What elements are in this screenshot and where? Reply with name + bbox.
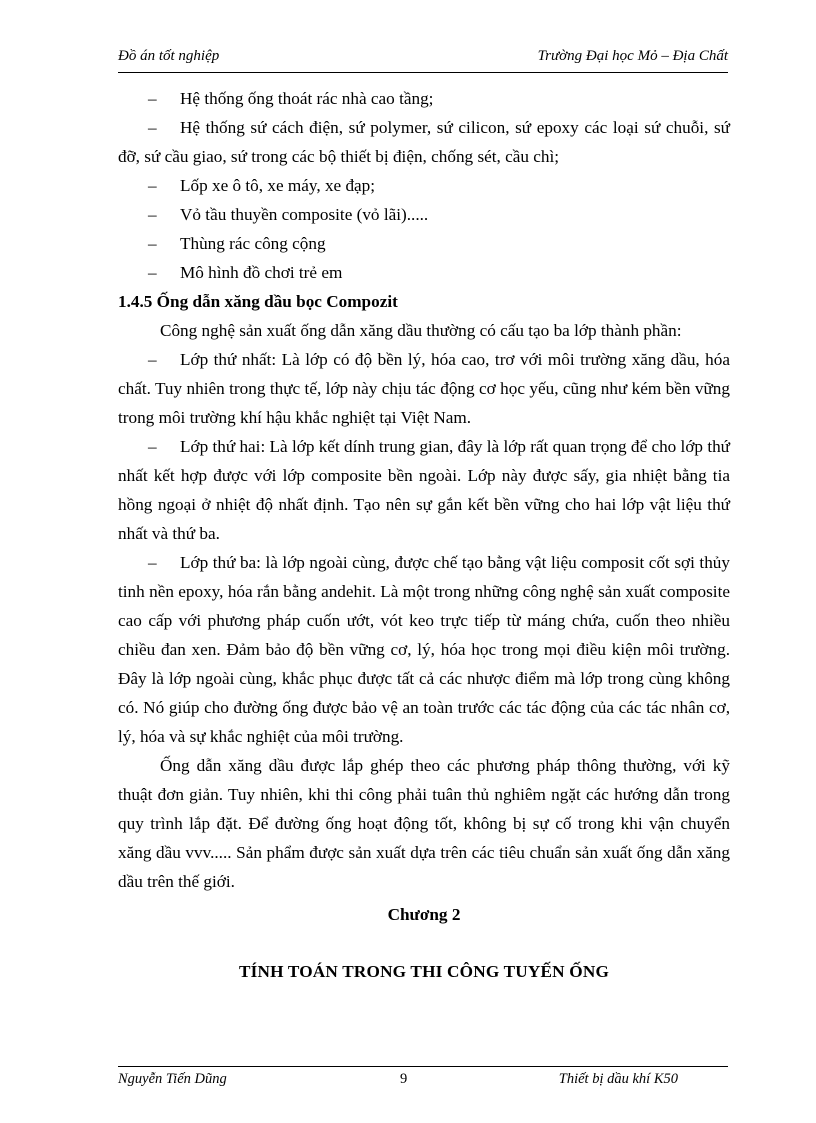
- footer-course: Thiết bị dầu khí K50: [558, 1071, 678, 1087]
- list-item: – Lớp thứ nhất: Là lớp có độ bền lý, hóa cao, trơ với môi trường xăng dầu, hóa chất. Tuy nhiên trong thực tế, lớp này chịu tác động cơ học yếu, cũng như kém bền vững trong môi trường khí hậu khắc nghiệt tại Việt Nam.: [118, 350, 730, 427]
- list-item: – Lớp thứ hai: Là lớp kết dính trung gian, đây là lớp rất quan trọng để cho lớp thứ nhất kết hợp được với lớp composite bền ngoài. Lớp này được sấy, gia nhiệt bằng tia hồng ngoại ở nhiệt độ nhất định. Tạo nên sự gắn kết bền vững cho hai lớp vật liệu thứ nhất và thứ ba.: [118, 437, 730, 543]
- chapter-number: Chương 2: [387, 905, 461, 924]
- section-heading: 1.4.5 Ống dẫn xăng dầu bọc Compozit: [118, 292, 398, 311]
- list-item: – Thùng rác công cộng: [148, 234, 326, 253]
- list-item: – Mô hình đồ chơi trẻ em: [148, 263, 343, 282]
- chapter-title: TÍNH TOÁN TRONG THI CÔNG TUYẾN ỐNG: [238, 962, 610, 981]
- list-item: – Hệ thống ống thoát rác nhà cao tầng;: [148, 89, 434, 108]
- closing-paragraph: Ống dẫn xăng dầu được lắp ghép theo các phương pháp thông thường, với kỹ thuật đơn giản. Tuy nhiên, khi thi công phải tuân thủ nghiêm ngặt các hướng dẫn trong quy trình lắp đặt. Để đường ống hoạt động tốt, không bị sự cố trong khi vận chuyển xăng dầu vvv..... Sản phẩm được sản xuất dựa trên các tiêu chuẩn sản xuất ống dẫn xăng dầu trên thế giới.: [118, 756, 730, 891]
- header-university: Trường Đại học Mỏ – Địa Chất: [537, 48, 728, 64]
- footer-author: Nguyễn Tiến Dũng: [118, 1071, 227, 1087]
- intro-paragraph: Công nghệ sản xuất ống dẫn xăng dầu thường có cấu tạo ba lớp thành phần:: [160, 321, 682, 340]
- list-item: – Lốp xe ô tô, xe máy, xe đạp;: [148, 176, 376, 195]
- page-number: 9: [400, 1071, 408, 1087]
- list-item: – Vỏ tầu thuyền composite (vỏ lãi).....: [148, 205, 429, 224]
- page-header: [118, 46, 728, 73]
- header-document-type: Đồ án tốt nghiệp: [118, 48, 220, 64]
- list-item: – Lớp thứ ba: là lớp ngoài cùng, được chế tạo bằng vật liệu composit cốt sợi thủy tinh nền epoxy, hóa rắn bằng andehit. Là một trong những công nghệ sản xuất composite cao cấp với phương pháp cuốn ướt, vót keo trực tiếp từ máng chứa, cuốn theo nhiều chiều đan xen. Đảm bảo độ bền vững cơ, lý, hóa học trong mọi điều kiện môi trường. Đây là lớp ngoài cùng, khắc phục được tất cả các nhược điểm mà lớp trong cùng không có. Nó giúp cho đường ống được bảo vệ an toàn trước các tác động của các tác nhân cơ, lý, hóa và sự khắc nghiệt của môi trường.: [118, 553, 730, 746]
- list-item: – Hệ thống sứ cách điện, sứ polymer, sứ cilicon, sứ epoxy các loại sứ chuỗi, sứ đỡ, sứ cầu giao, sứ trong các bộ thiết bị điện, chống sét, cầu chì;: [118, 118, 730, 166]
- page-body: [118, 84, 730, 986]
- page-footer: [118, 1066, 728, 1089]
